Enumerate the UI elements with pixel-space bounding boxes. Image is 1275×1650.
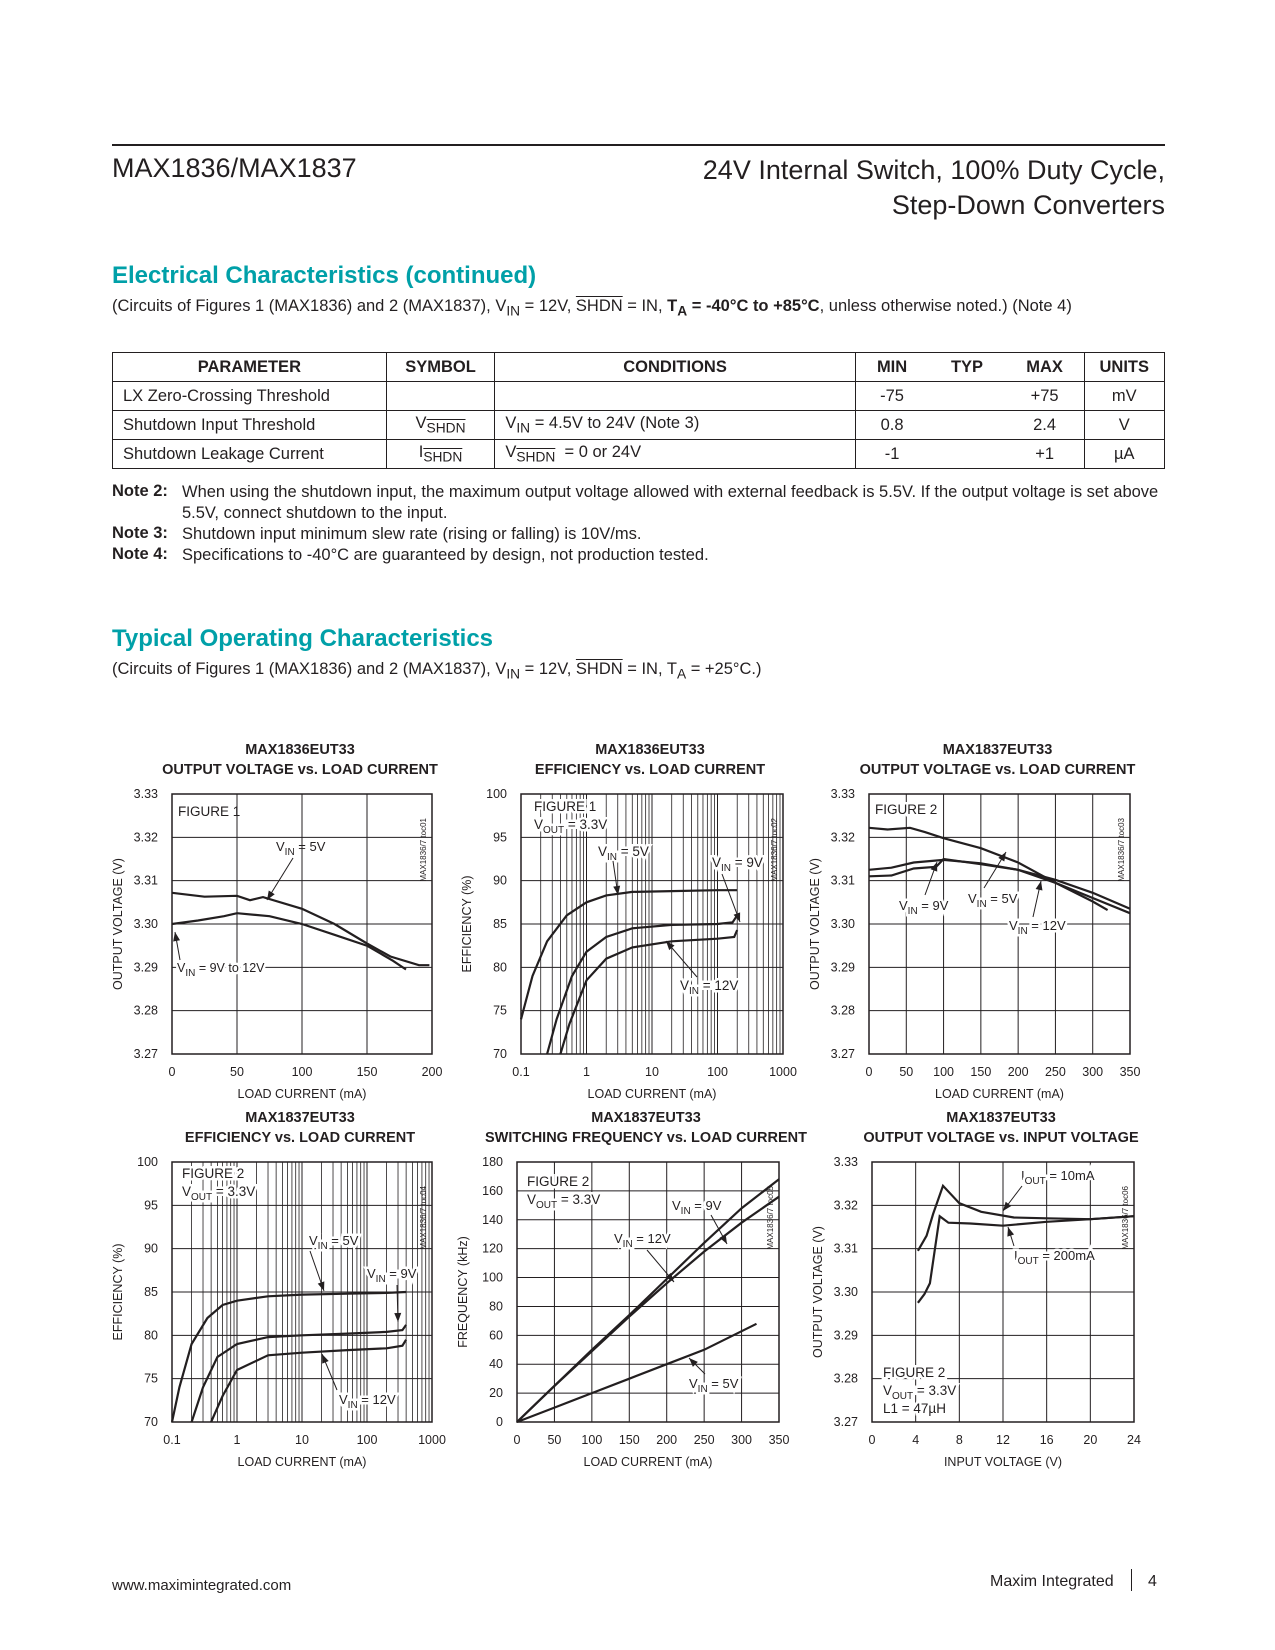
- y-tick-label: 3.32: [133, 830, 158, 845]
- y-tick-label: 20: [489, 1386, 503, 1401]
- y-tick-label: 75: [144, 1371, 158, 1386]
- x-tick-label: 0: [168, 1065, 176, 1079]
- x-tick-label: 0: [513, 1433, 521, 1447]
- y-tick-label: 3.33: [833, 1155, 858, 1169]
- cond-text: = IN,: [622, 297, 668, 315]
- x-tick-label: 350: [1119, 1065, 1141, 1079]
- y-axis-label: OUTPUT VOLTAGE (V): [811, 1226, 825, 1358]
- figure-code: MAX1836/7 toc06: [1121, 1186, 1130, 1250]
- x-tick-label: 200: [656, 1433, 678, 1447]
- x-tick-label: 150: [618, 1433, 640, 1447]
- y-axis-label: EFFICIENCY (%): [460, 875, 474, 973]
- x-tick-label: 1000: [418, 1433, 446, 1447]
- y-tick-label: 100: [137, 1155, 158, 1169]
- y-tick-label: 40: [489, 1357, 503, 1372]
- cell-min: -1: [855, 440, 928, 469]
- chart-annotation: FIGURE 2: [527, 1174, 590, 1189]
- chart-subtitle: SWITCHING FREQUENCY vs. LOAD CURRENT: [485, 1130, 807, 1146]
- cell-min: 0.8: [855, 411, 928, 440]
- chart-annotation: L1 = 47µH: [883, 1401, 946, 1416]
- chart-annotation: FIGURE 2: [883, 1365, 946, 1380]
- y-tick-label: 60: [489, 1328, 503, 1343]
- col-max: MAX: [1006, 353, 1084, 382]
- y-tick-label: 3.27: [133, 1047, 158, 1061]
- x-tick-label: 200: [1007, 1065, 1029, 1079]
- cond-shdn: SHDN: [575, 297, 623, 315]
- annotation-arrowhead: [1007, 1227, 1014, 1237]
- annotation-arrowhead: [998, 852, 1006, 862]
- figure-code: MAX1836/7 toc02: [770, 818, 779, 882]
- x-axis-label: LOAD CURRENT (mA): [237, 1087, 367, 1101]
- x-tick-label: 150: [970, 1065, 992, 1079]
- y-tick-label: 3.33: [830, 787, 855, 801]
- chart-annotation: $V_{IN} = 5V$: [598, 844, 649, 863]
- x-tick-label: 16: [1039, 1433, 1054, 1447]
- x-tick-label: 100: [933, 1065, 955, 1079]
- x-tick-label: 50: [230, 1065, 244, 1079]
- electrical-section-title: Electrical Characteristics (continued): [112, 262, 537, 289]
- cell-max: +75: [1006, 382, 1084, 411]
- y-tick-label: 85: [493, 917, 507, 931]
- chart-annotation: $V_{IN} = 5V$: [689, 1376, 739, 1395]
- y-tick-label: 3.28: [133, 1003, 158, 1018]
- chart-title: MAX1837EUT33: [942, 742, 1053, 758]
- cond-sub: SHDN: [516, 449, 556, 465]
- chart-4: [111, 1110, 446, 1469]
- chart-title: MAX1837EUT33: [591, 1110, 701, 1126]
- y-tick-label: 3.30: [133, 917, 158, 931]
- x-tick-label: 50: [899, 1065, 914, 1079]
- cell-parameter: Shutdown Leakage Current: [113, 440, 387, 469]
- col-conditions: CONDITIONS: [495, 353, 855, 382]
- cell-units: V: [1084, 411, 1164, 440]
- series-line: [517, 1324, 757, 1422]
- y-tick-label: 100: [482, 1270, 503, 1285]
- cond-tail: = 0 or 24V: [555, 443, 642, 462]
- chart-subtitle: EFFICIENCY vs. LOAD CURRENT: [184, 1130, 416, 1146]
- cell-parameter: Shutdown Input Threshold: [113, 411, 387, 440]
- y-tick-label: 3.27: [830, 1047, 855, 1061]
- chart-annotation: $I_{OUT} = 10mA$: [1021, 1168, 1095, 1187]
- chart-annotation: $V_{OUT} = 3.3V$: [182, 1184, 256, 1203]
- chart-annotation: $V_{IN} = 9V$: [712, 855, 763, 874]
- series-line: [521, 890, 737, 1019]
- chart-title: MAX1836EUT33: [595, 742, 705, 758]
- y-tick-label: 3.31: [133, 873, 158, 888]
- symbol-sub: SHDN: [426, 420, 466, 436]
- chart-subtitle: OUTPUT VOLTAGE vs. INPUT VOLTAGE: [863, 1130, 1139, 1146]
- x-tick-label: 50: [547, 1433, 562, 1447]
- y-tick-label: 160: [482, 1183, 503, 1198]
- x-axis-label: LOAD CURRENT (mA): [935, 1087, 1064, 1101]
- y-tick-label: 3.30: [833, 1285, 858, 1299]
- chart-annotation: $V_{IN} = 5V$: [276, 839, 326, 858]
- x-axis-label: LOAD CURRENT (mA): [583, 1455, 713, 1469]
- x-tick-label: 350: [768, 1433, 790, 1447]
- cond-text: V: [505, 414, 517, 433]
- cond-text: (Circuits of Figures 1 (MAX1836) and 2 (MAX1837), V: [112, 660, 507, 678]
- note-text: When using the shutdown input, the maximum output voltage allowed with external feedback is 5.5V. If the output voltage is set above 5.5V, connect shutdown to the input.: [182, 483, 1159, 522]
- cond-text: = 12V,: [520, 660, 576, 678]
- figure-code: MAX1836/7 toc03: [1117, 818, 1126, 882]
- page-number: 4: [1148, 1573, 1157, 1590]
- annotation-arrowhead: [173, 932, 180, 941]
- chart-annotation: $V_{OUT} = 3.3V$: [534, 817, 608, 836]
- chart-annotation: $V_{IN} = 9V$: [672, 1198, 722, 1217]
- x-tick-label: 0: [865, 1065, 873, 1079]
- annotation-arrowhead: [1036, 881, 1043, 891]
- chart-subtitle: OUTPUT VOLTAGE vs. LOAD CURRENT: [859, 762, 1136, 778]
- y-tick-label: 3.29: [833, 1328, 858, 1343]
- cond-ta: T: [667, 297, 678, 315]
- x-tick-label: 1: [583, 1065, 590, 1079]
- figure-code: MAX1836/7 toc05: [766, 1186, 775, 1250]
- chart-3: [808, 742, 1140, 1101]
- part-number: MAX1836/MAX1837: [112, 153, 357, 183]
- chart-2: [460, 742, 797, 1101]
- note-text: Specifications to -40°C are guaranteed by design, not production tested.: [182, 546, 709, 564]
- x-tick-label: 24: [1127, 1433, 1141, 1447]
- cell-units: mV: [1084, 382, 1164, 411]
- x-tick-label: 0.1: [512, 1065, 530, 1079]
- x-tick-label: 100: [291, 1065, 313, 1079]
- note-label: Note 3:: [112, 524, 168, 542]
- x-tick-label: 100: [581, 1433, 603, 1447]
- footer-company: Maxim Integrated: [990, 1573, 1114, 1590]
- x-tick-label: 300: [1082, 1065, 1104, 1079]
- chart-annotation: $V_{IN} = 5V$: [309, 1233, 359, 1252]
- y-axis-label: OUTPUT VOLTAGE (V): [808, 858, 822, 990]
- col-parameter: PARAMETER: [113, 353, 387, 382]
- y-tick-label: 3.31: [833, 1241, 858, 1256]
- y-tick-label: 3.28: [830, 1003, 855, 1018]
- title-line-2: Step-Down Converters: [891, 190, 1165, 220]
- chart-annotation: $I_{OUT} = 200mA$: [1014, 1248, 1095, 1267]
- chart-annotation: $V_{IN} = 12V$: [614, 1231, 671, 1250]
- chart-annotation: $V_{IN} = 9V$ to 12V: [177, 961, 265, 979]
- annotation-arrowhead: [394, 1313, 401, 1322]
- x-tick-label: 100: [356, 1433, 378, 1447]
- y-axis-label: EFFICIENCY (%): [111, 1243, 125, 1341]
- y-tick-label: 3.29: [133, 960, 158, 975]
- y-tick-label: 0: [496, 1415, 503, 1429]
- x-tick-label: 8: [955, 1433, 963, 1447]
- symbol-text: V: [415, 414, 427, 433]
- y-axis-label: OUTPUT VOLTAGE (V): [111, 858, 125, 990]
- cell-parameter: LX Zero-Crossing Threshold: [113, 382, 387, 411]
- y-tick-label: 3.33: [133, 787, 158, 801]
- cond-text: , unless otherwise noted.) (Note 4): [819, 297, 1072, 315]
- symbol-sub: SHDN: [423, 449, 463, 465]
- annotation-arrowhead: [318, 1281, 325, 1291]
- chart-subtitle: EFFICIENCY vs. LOAD CURRENT: [534, 762, 766, 778]
- cond-text: = +25°C.): [686, 660, 762, 678]
- chart-annotation: $V_{IN} = 5V$: [968, 891, 1018, 910]
- typical-section-title: Typical Operating Characteristics: [112, 625, 494, 652]
- chart-annotation: $V_{IN} = 12V$: [339, 1392, 396, 1411]
- chart-annotation: FIGURE 2: [182, 1166, 245, 1181]
- col-min: MIN: [855, 353, 928, 382]
- x-tick-label: 10: [295, 1433, 309, 1447]
- y-tick-label: 80: [144, 1328, 158, 1343]
- cond-ta-sub: A: [677, 303, 688, 319]
- y-tick-label: 85: [144, 1285, 158, 1299]
- cond-text: (Circuits of Figures 1 (MAX1836) and 2 (MAX1837), V: [112, 297, 507, 315]
- cond-sub: A: [676, 666, 687, 682]
- chart-title: MAX1837EUT33: [245, 1110, 355, 1126]
- chart-annotation: $V_{IN} = 9V$: [367, 1266, 417, 1285]
- y-tick-label: 3.28: [833, 1371, 858, 1386]
- y-tick-label: 3.30: [830, 917, 855, 931]
- x-axis-label: LOAD CURRENT (mA): [237, 1455, 367, 1469]
- footer-url[interactable]: www.maximintegrated.com: [112, 1577, 292, 1594]
- cond-text: V: [505, 443, 517, 462]
- chart-title: MAX1837EUT33: [946, 1110, 1056, 1126]
- cell-units: µA: [1084, 440, 1164, 469]
- y-tick-label: 180: [482, 1155, 503, 1169]
- cond-text: = IN, T: [622, 660, 677, 678]
- x-tick-label: 1: [233, 1433, 241, 1447]
- title-line-1: 24V Internal Switch, 100% Duty Cycle,: [702, 155, 1165, 185]
- footer-divider: [1131, 1569, 1132, 1591]
- figure-code: MAX1836/7 toc01: [419, 818, 428, 882]
- y-tick-label: 70: [493, 1047, 507, 1061]
- chart-annotation: $V_{IN} = 9V$: [899, 898, 949, 917]
- chart-annotation: $V_{IN} = 12V$: [1009, 918, 1066, 937]
- x-tick-label: 12: [996, 1433, 1010, 1447]
- x-tick-label: 1000: [769, 1065, 797, 1079]
- cond-sub: IN: [516, 420, 531, 436]
- x-tick-label: 300: [731, 1433, 753, 1447]
- cond-shdn: SHDN: [575, 660, 623, 678]
- x-tick-label: 100: [707, 1065, 728, 1079]
- series-line: [172, 893, 429, 965]
- chart-annotation: FIGURE 1: [178, 804, 241, 819]
- x-tick-label: 0.1: [163, 1433, 181, 1447]
- x-tick-label: 4: [912, 1433, 920, 1447]
- y-tick-label: 80: [489, 1299, 503, 1314]
- y-tick-label: 3.32: [830, 830, 855, 845]
- y-tick-label: 75: [493, 1003, 507, 1018]
- cell-max: +1: [1006, 440, 1084, 469]
- x-axis-label: LOAD CURRENT (mA): [587, 1087, 717, 1101]
- chart-6: [811, 1110, 1141, 1469]
- chart-5: [456, 1110, 807, 1469]
- y-tick-label: 140: [482, 1212, 503, 1227]
- cond-sub: IN: [506, 303, 521, 319]
- cell-max: 2.4: [1006, 411, 1084, 440]
- y-tick-label: 80: [493, 960, 507, 975]
- y-tick-label: 3.27: [833, 1415, 858, 1429]
- y-tick-label: 70: [144, 1415, 158, 1429]
- note-label: Note 2:: [112, 482, 168, 500]
- y-tick-label: 100: [486, 787, 507, 801]
- y-axis-label: FREQUENCY (kHz): [456, 1236, 470, 1348]
- cond-sub: IN: [506, 666, 521, 682]
- cond-text: = 12V,: [520, 297, 576, 315]
- y-tick-label: 90: [493, 873, 507, 888]
- chart-annotation: $V_{OUT} = 3.3V$: [527, 1192, 601, 1211]
- y-tick-label: 3.31: [830, 873, 855, 888]
- x-tick-label: 200: [421, 1065, 443, 1079]
- chart-subtitle: OUTPUT VOLTAGE vs. LOAD CURRENT: [162, 762, 438, 778]
- col-symbol: SYMBOL: [386, 353, 495, 382]
- annotation-arrowhead: [1003, 1202, 1011, 1211]
- chart-annotation: FIGURE 2: [875, 802, 938, 817]
- x-tick-label: 250: [1044, 1065, 1066, 1079]
- symbol-text: I: [418, 443, 424, 462]
- x-axis-label: INPUT VOLTAGE (V): [943, 1455, 1063, 1469]
- cond-tail: = 4.5V to 24V (Note 3): [530, 414, 700, 433]
- chart-1: [111, 742, 442, 1101]
- annotation-arrowhead: [322, 1354, 329, 1364]
- chart-annotation: FIGURE 1: [534, 799, 597, 814]
- note-label: Note 4:: [112, 545, 168, 563]
- x-tick-label: 250: [693, 1433, 715, 1447]
- y-tick-label: 3.32: [833, 1198, 858, 1213]
- series-line: [211, 1340, 406, 1422]
- chart-annotation: $V_{OUT} = 3.3V$: [883, 1383, 957, 1402]
- y-tick-label: 95: [493, 830, 507, 845]
- note-text: Shutdown input minimum slew rate (rising or falling) is 10V/ms.: [182, 525, 642, 543]
- y-tick-label: 95: [144, 1198, 158, 1213]
- cond-temp: = -40°C to +85°C: [687, 297, 820, 315]
- col-typ: TYP: [928, 353, 1005, 382]
- col-units: UNITS: [1084, 353, 1164, 382]
- x-tick-label: 10: [645, 1065, 659, 1079]
- chart-title: MAX1836EUT33: [245, 742, 355, 758]
- figure-code: MAX1836/7 toc04: [419, 1186, 428, 1250]
- y-tick-label: 90: [144, 1241, 158, 1256]
- x-tick-label: 150: [356, 1065, 378, 1079]
- x-tick-label: 0: [868, 1433, 876, 1447]
- chart-annotation: $V_{IN} = 12V$: [680, 978, 739, 997]
- y-tick-label: 120: [482, 1241, 503, 1256]
- x-tick-label: 20: [1083, 1433, 1098, 1447]
- y-tick-label: 3.29: [830, 960, 855, 975]
- cell-min: -75: [855, 382, 928, 411]
